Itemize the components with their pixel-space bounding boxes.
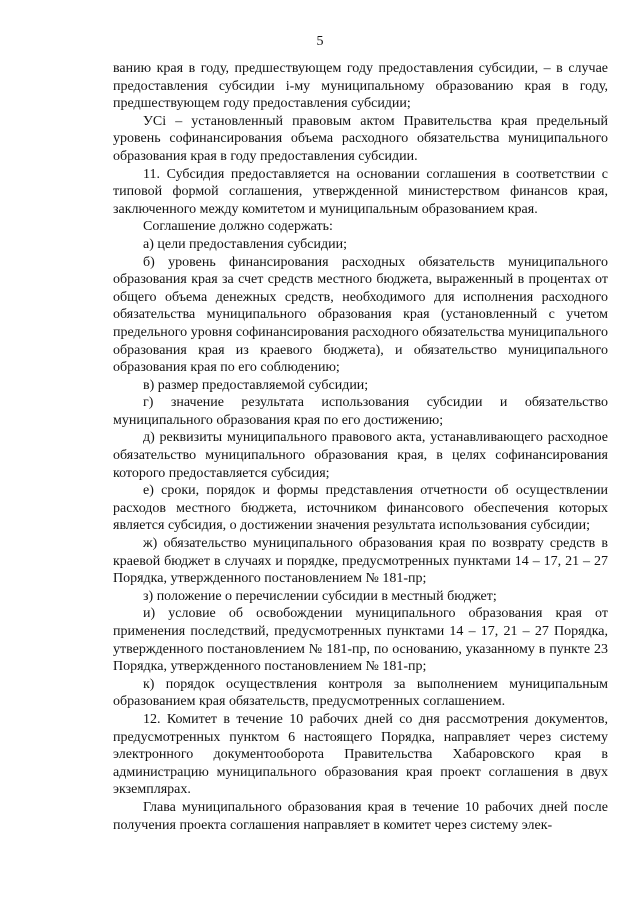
paragraph-item-11: 11. Субсидия предоставляется на основании соглашения в соответствии с типовой формой соглашения, утвержденной министерством финансов края, заключенного между комитетом и муниципальным образованием края. xyxy=(113,166,608,217)
list-item-d: д) реквизиты муниципального правового акта, устанавливающего расходное обязательство муниципального образования края, в целях софинансирования которого предоставляется субсидия; xyxy=(113,430,608,481)
list-item-i: и) условие об освобождении муниципального образования края от применения последствий, предусмотренных пунктами 14 – 17, 21 – 27 Порядка, утвержденного постановлением № 181-пр, по основанию, указанному в пункте 23 Порядка, утвержденного постановлением № 181-пр; xyxy=(113,606,608,675)
list-item-k: к) порядок осуществления контроля за выполнением муниципальным образованием края обязательств, предусмотренных соглашением. xyxy=(113,676,608,710)
list-item-b: б) уровень финансирования расходных обязательств муниципального образования края за счет средств местного бюджета, выраженный в процентах от общего объема денежных средств, необходимого для исполнения расходного обязательства муниципального образования края (установленный с учетом предельного уровня софинансирования расходного обязательства муниципального образования края из краевого бюджета), и обязательство муниципального образования края по его соблюдению; xyxy=(113,254,608,376)
list-item-g: г) значение результата использования субсидии и обязательство муниципального образования края по его достижению; xyxy=(113,395,608,428)
list-item-zh: ж) обязательство муниципального образования края по возврату средств в краевой бюджет в случаях и порядке, предусмотренных пунктами 14 – 17, 21 – 27 Порядка, утвержденного постановлением № 181-пр; xyxy=(113,536,608,587)
paragraph-continuation: ванию края в году, предшествующем году предоставления субсидии, – в случае предоставления субсидии i-му муниципальному образованию края в году, предшествующем году предоставления субсидии; xyxy=(113,61,608,112)
document-body xyxy=(113,60,608,834)
paragraph-agreement-contents: Соглашение должно содержать: xyxy=(143,219,333,235)
paragraph-us-definition: УСi – установленный правовым актом Правительства края предельный уровень софинансирования объема расходного обязательства муниципального образования края в году предоставления субсидии. xyxy=(113,113,608,164)
paragraph-head-of-municipality: Глава муниципального образования края в течение 10 рабочих дней после получения проекта соглашения направляет в комитет через систему элек- xyxy=(113,799,608,833)
page-number: 5 xyxy=(316,34,324,49)
list-item-e: е) сроки, порядок и формы представления отчетности об осуществлении расходов местного бюджета, источником финансового обеспечения которых является субсидия, о достижении значения результата использования субсидии; xyxy=(113,483,608,534)
list-item-z: з) положение о перечислении субсидии в местный бюджет; xyxy=(143,588,497,604)
paragraph-item-12: 12. Комитет в течение 10 рабочих дней со дня рассмотрения документов, предусмотренных пунктом 6 настоящего Порядка, направляет через систему электронного документооборота Правительства Хабаровского края в администрацию муниципального образования края проект соглашения в двух экземплярах. xyxy=(113,711,608,798)
list-item-a: а) цели предоставления субсидии; xyxy=(143,236,347,252)
list-item-v: в) размер предоставляемой субсидии; xyxy=(143,377,369,393)
